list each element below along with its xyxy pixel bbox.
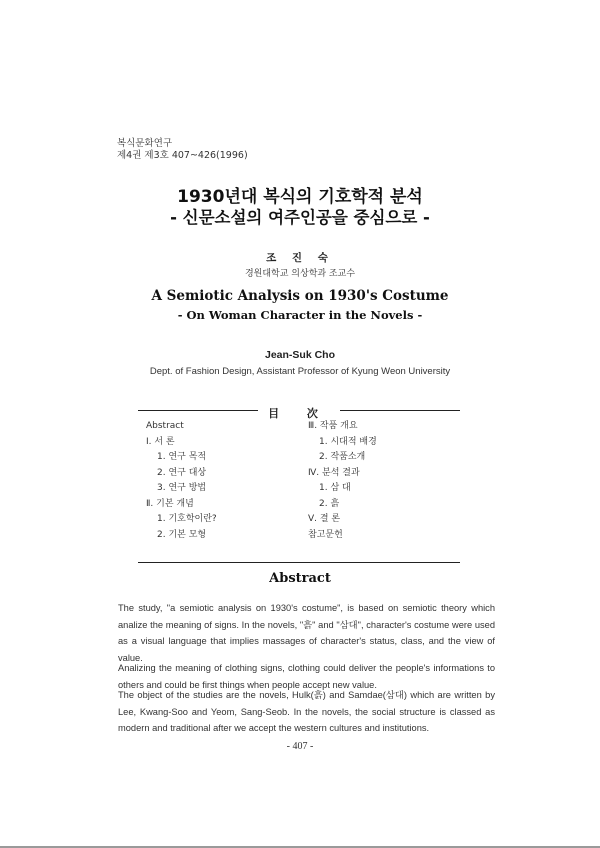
page-number: - 407 - [286, 741, 314, 752]
korean-author: 조 진 숙 [266, 252, 334, 264]
toc-item: 참고문헌 [308, 529, 343, 540]
toc-item: Ⅰ. 서 론 [146, 436, 175, 447]
toc-item: 2. 작품소개 [319, 452, 366, 462]
toc-item: 2. 흙 [319, 498, 340, 509]
abstract-paragraph-3: The object of the studies are the novels, Hulk(흙) and Samdae(삼대) which are written by Lee, Kwang-Soo and Yeom, Sang-Seob. In the novels, the social structure is classed as modern and traditional after we accept the western cultures and institutions. [118, 690, 495, 734]
english-affiliation: Dept. of Fashion Design, Assistant Professor of Kyung Weon University [149, 366, 451, 377]
toc-item: 2. 기본 모형 [157, 529, 207, 540]
toc-item: 3. 연구 방법 [157, 483, 207, 493]
toc-item: 1. 연구 목적 [157, 452, 207, 462]
toc-item: Abstract [146, 421, 184, 431]
toc-item: Ⅲ. 작품 개요 [308, 421, 358, 431]
toc-item: Ⅴ. 결 론 [308, 514, 341, 524]
toc-item: Ⅳ. 분석 결과 [308, 467, 360, 478]
toc-item: 1. 삼 대 [319, 483, 351, 493]
toc-heading: 目 次 [258, 407, 340, 420]
korean-subtitle: - 신문소설의 여주인공을 중심으로 - [170, 208, 430, 227]
journal-issue: 제4권 제3호 407~426(1996) [117, 150, 248, 161]
toc-right-column [308, 419, 377, 543]
korean-affiliation: 경원대학교 의상학과 조교수 [244, 269, 356, 279]
abstract-paragraph-2: Analizing the meaning of clothing signs, clothing could deliver the people's informations to others and could be first things when people accept new value. [118, 663, 495, 690]
toc-item: 1. 기호학이란? [157, 514, 217, 524]
english-title: A Semiotic Analysis on 1930's Costume [151, 288, 449, 304]
korean-title: 1930년대 복식의 기호학적 분석 [177, 187, 423, 207]
toc-item: Ⅱ. 기본 개념 [146, 498, 194, 509]
english-subtitle: - On Woman Character in the Novels - [177, 308, 423, 322]
toc-item: 1. 시대적 배경 [319, 436, 377, 447]
table-of-contents [138, 407, 460, 563]
english-author: Jean-Suk Cho [264, 349, 335, 361]
abstract-heading: Abstract [269, 571, 331, 586]
toc-item: 2. 연구 대상 [157, 467, 207, 478]
journal-name: 복식문화연구 [117, 138, 173, 149]
abstract-paragraph-1: The study, "a semiotic analysis on 1930's costume", is based on semiotic theory which analize the meaning of signs. In the novels, "흙" and "삼대", character's costume were used as a visual language that implies massages of character's status, class, and the view of value. [118, 603, 495, 663]
toc-left-column [146, 419, 217, 543]
journal-header [117, 138, 248, 162]
